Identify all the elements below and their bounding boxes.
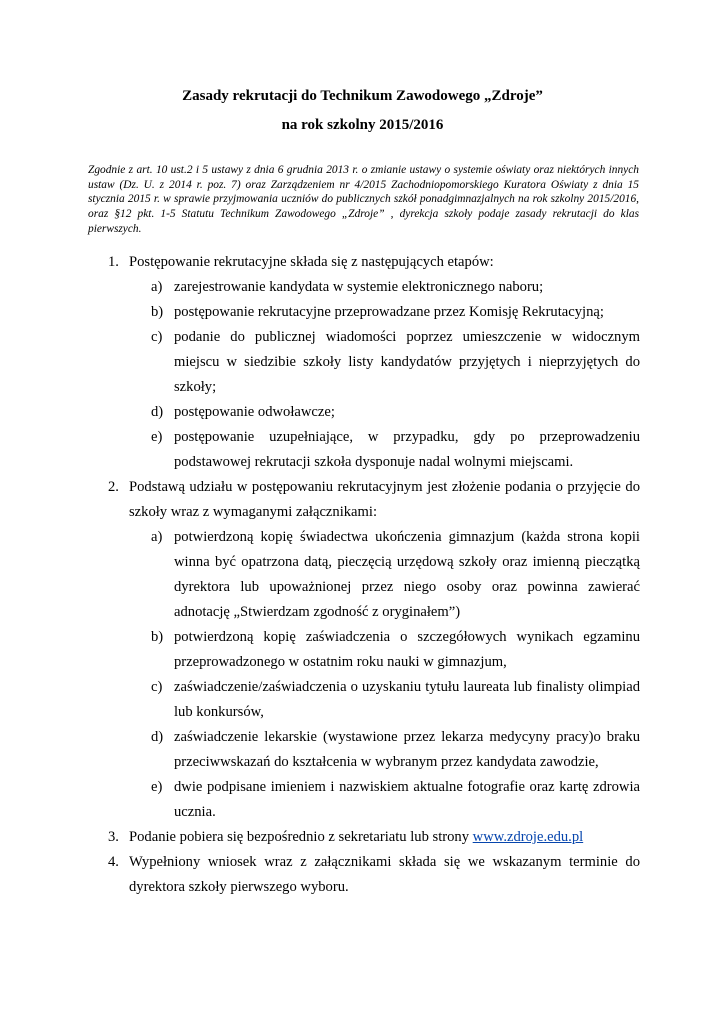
sub-item-text: postępowanie rekrutacyjne przeprowadzane przez Komisję Rekrutacyjną; (174, 304, 604, 320)
rule-text: Podanie pobiera się bezpośrednio z sekretariatu lub strony (129, 829, 470, 845)
school-website-link[interactable]: www.zdroje.edu.pl (472, 829, 584, 845)
intro-legal-basis: Zgodnie z art. 10 ust.2 i 5 ustawy z dnia 6 grudnia 2013 r. o zmianie ustawy o systemie oświaty oraz niektórych innych ustaw (Dz. U. z 2014 r. poz. 7) oraz Zarządzeniem nr 4/2015 Zachodniopomorskiego Kuratora Oświaty z dnia 15 stycznia 2015 r. w sprawie przyjmowania uczniów do publicznych szkół ponadgimnazjalnych na rok szkolny 2015/2016, oraz §12 pkt. 1-5 Statutu Technikum Zawodowego „Zdroje” , dyrekcja szkoły podaje zasady rekrutacji do klas pierwszych. (88, 164, 639, 235)
sub-item (0, 300, 725, 325)
rule-number: 4. (108, 854, 119, 870)
recruitment-rules-list (0, 250, 725, 900)
sub-item-text: potwierdzoną kopię świadectwa ukończenia gimnazjum (każda strona kopii winna być opatrzona datą, pieczęcią urzędową szkoły oraz imienną pieczątką dyrektora lub upoważnionej przez niego osoby oraz powinna zawierać adnotację „Stwierdzam zgodność z oryginałem”) (174, 529, 640, 620)
rule-number: 3. (108, 829, 119, 845)
sub-item-text: zaświadczenie/zaświadczenia o uzyskaniu tytułu laureata lub finalisty olimpiad lub konkursów, (174, 679, 640, 720)
rule-item-3 (0, 825, 725, 850)
sub-item-letter: e) (151, 429, 163, 445)
rule-number: 2. (108, 479, 119, 495)
sub-item (0, 725, 725, 775)
sub-item-text: potwierdzoną kopię zaświadczenia o szczegółowych wynikach egzaminu przeprowadzonego w ostatnim roku nauki w gimnazjum, (174, 629, 640, 670)
sub-item-text: podanie do publicznej wiadomości poprzez umieszczenie w widocznym miejscu w siedzibie szkoły listy kandydatów przyjętych i nieprzyjętych do szkoły; (174, 329, 640, 395)
sub-item-letter: c) (151, 329, 163, 345)
sub-item-letter: e) (151, 779, 163, 795)
school-year-subtitle: na rok szkolny 2015/2016 (281, 117, 444, 133)
rule-text: Podstawą udziału w postępowaniu rekrutacyjnym jest złożenie podania o przyjęcie do szkoły wraz z wymaganymi załącznikami: (129, 479, 640, 520)
rule-item-4 (0, 850, 725, 900)
sub-item-letter: b) (151, 304, 164, 320)
sub-item-text: zaświadczenie lekarskie (wystawione przez lekarza medycyny pracy)o braku przeciwwskazań do kształcenia w wybranym przez kandydata zawodzie, (174, 729, 640, 770)
sub-item (0, 425, 725, 475)
sub-item-text: postępowanie odwoławcze; (174, 404, 335, 420)
sub-item-letter: d) (151, 404, 164, 420)
sub-item-text: dwie podpisane imieniem i nazwiskiem aktualne fotografie oraz kartę zdrowia ucznia. (174, 779, 640, 820)
sub-item (0, 625, 725, 675)
rule-item-2 (0, 475, 725, 525)
document-title: Zasady rekrutacji do Technikum Zawodowego „Zdroje” (182, 88, 543, 104)
sub-item-letter: b) (151, 629, 164, 645)
sub-item (0, 675, 725, 725)
rule-text: Postępowanie rekrutacyjne składa się z następujących etapów: (129, 254, 494, 270)
sub-item-letter: d) (151, 729, 164, 745)
sub-item (0, 400, 725, 425)
sub-item (0, 525, 725, 625)
sub-item (0, 325, 725, 400)
sub-item (0, 275, 725, 300)
rule-number: 1. (108, 254, 119, 270)
sub-item-text: zarejestrowanie kandydata w systemie elektronicznego naboru; (174, 279, 544, 295)
rule-text: Wypełniony wniosek wraz z załącznikami składa się we wskazanym terminie do dyrektora szkoły pierwszego wyboru. (129, 854, 640, 895)
sub-item (0, 775, 725, 825)
rule-item-1 (0, 250, 725, 275)
sub-item-letter: c) (151, 679, 163, 695)
sub-item-letter: a) (151, 279, 163, 295)
sub-item-text: postępowanie uzupełniające, w przypadku, gdy po przeprowadzeniu podstawowej rekrutacji szkoła dysponuje nadal wolnymi miejscami. (174, 429, 640, 470)
sub-item-letter: a) (151, 529, 163, 545)
